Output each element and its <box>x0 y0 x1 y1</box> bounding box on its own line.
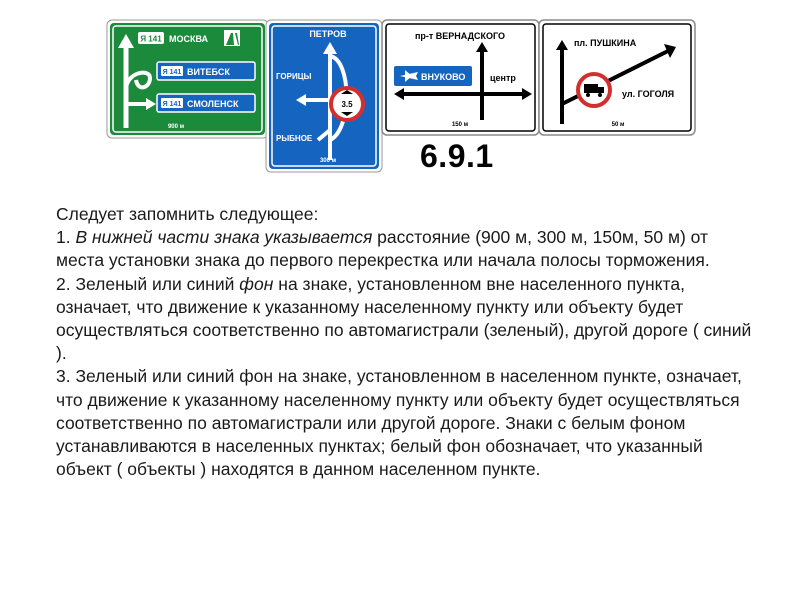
sign4-top-street: пл. ПУШКИНА <box>574 38 637 48</box>
sign-blue-road <box>266 20 382 172</box>
sign2-top-city: ПЕТРОВ <box>309 29 347 39</box>
sign-number-caption: 6.9.1 <box>420 138 494 174</box>
sign4-right-street: ул. ГОГОЛЯ <box>622 89 675 99</box>
item-1 <box>56 226 756 272</box>
sign-white-airport <box>382 20 539 135</box>
sign3-distance: 150 м <box>451 122 469 128</box>
intro-line: Следует запомнить следующее: <box>56 204 319 224</box>
item-1-rest: расстояние (900 м, 300 м, 150м, 50 м) от места установки знака до первого перекрестка или начала полосы торможения. <box>56 227 710 271</box>
item-2-italic: фон <box>239 273 274 294</box>
road-signs-illustration <box>0 0 800 200</box>
sign1-low-route: Я 141 <box>162 101 182 108</box>
explanation-text <box>56 203 756 481</box>
sign3-top-street: пр-т ВЕРНАДСКОГО <box>414 31 506 41</box>
sign2-limit-value: 3.5 <box>341 100 353 109</box>
sign-green-motorway <box>107 20 268 138</box>
item-3: 3. Зеленый или синий фон на знаке, установленном в населенном пункте, означает, что движение к указанному населенному пункту или объекту будет осуществляться соответственно по автомагистрали или другой дороге. Знаки с белым фоном устанавливаются в населенных пунктах; белый фон обозначает, что указанный объект ( объекты ) находятся в данном населенном пункте. <box>56 366 742 480</box>
sign1-mid-route: Я 141 <box>162 69 182 76</box>
sign-white-truck <box>539 20 695 135</box>
sign3-right-label: центр <box>490 73 516 83</box>
sign3-airport: ВНУКОВО <box>421 72 466 82</box>
item-1-prefix: 1. <box>56 227 76 248</box>
sign2-distance: 300 м <box>319 158 337 164</box>
item-2-prefix: 2. Зеленый или синий <box>56 273 240 294</box>
sign1-low-city: СМОЛЕНСК <box>187 99 239 109</box>
sign1-top-route: Я 141 <box>140 34 162 44</box>
sign1-mid-city: ВИТЕБСК <box>187 67 230 77</box>
sign2-bottom-city: РЫБНОЕ <box>276 134 313 143</box>
sign4-distance: 50 м <box>611 122 625 128</box>
item-2-rest: на знаке, установленном вне населенного пункта, означает, что движение к указанному населенному пункту или объекту будет осуществляться соответственно по автомагистрали (зеленый), другой дороге ( синий ). <box>56 273 752 364</box>
item-2 <box>56 273 756 366</box>
sign1-distance: 900 м <box>167 124 185 130</box>
sign2-left-city: ГОРИЦЫ <box>276 72 312 81</box>
sign1-top-city: МОСКВА <box>169 34 209 44</box>
item-1-italic: В нижней части знака указывается <box>75 227 373 248</box>
